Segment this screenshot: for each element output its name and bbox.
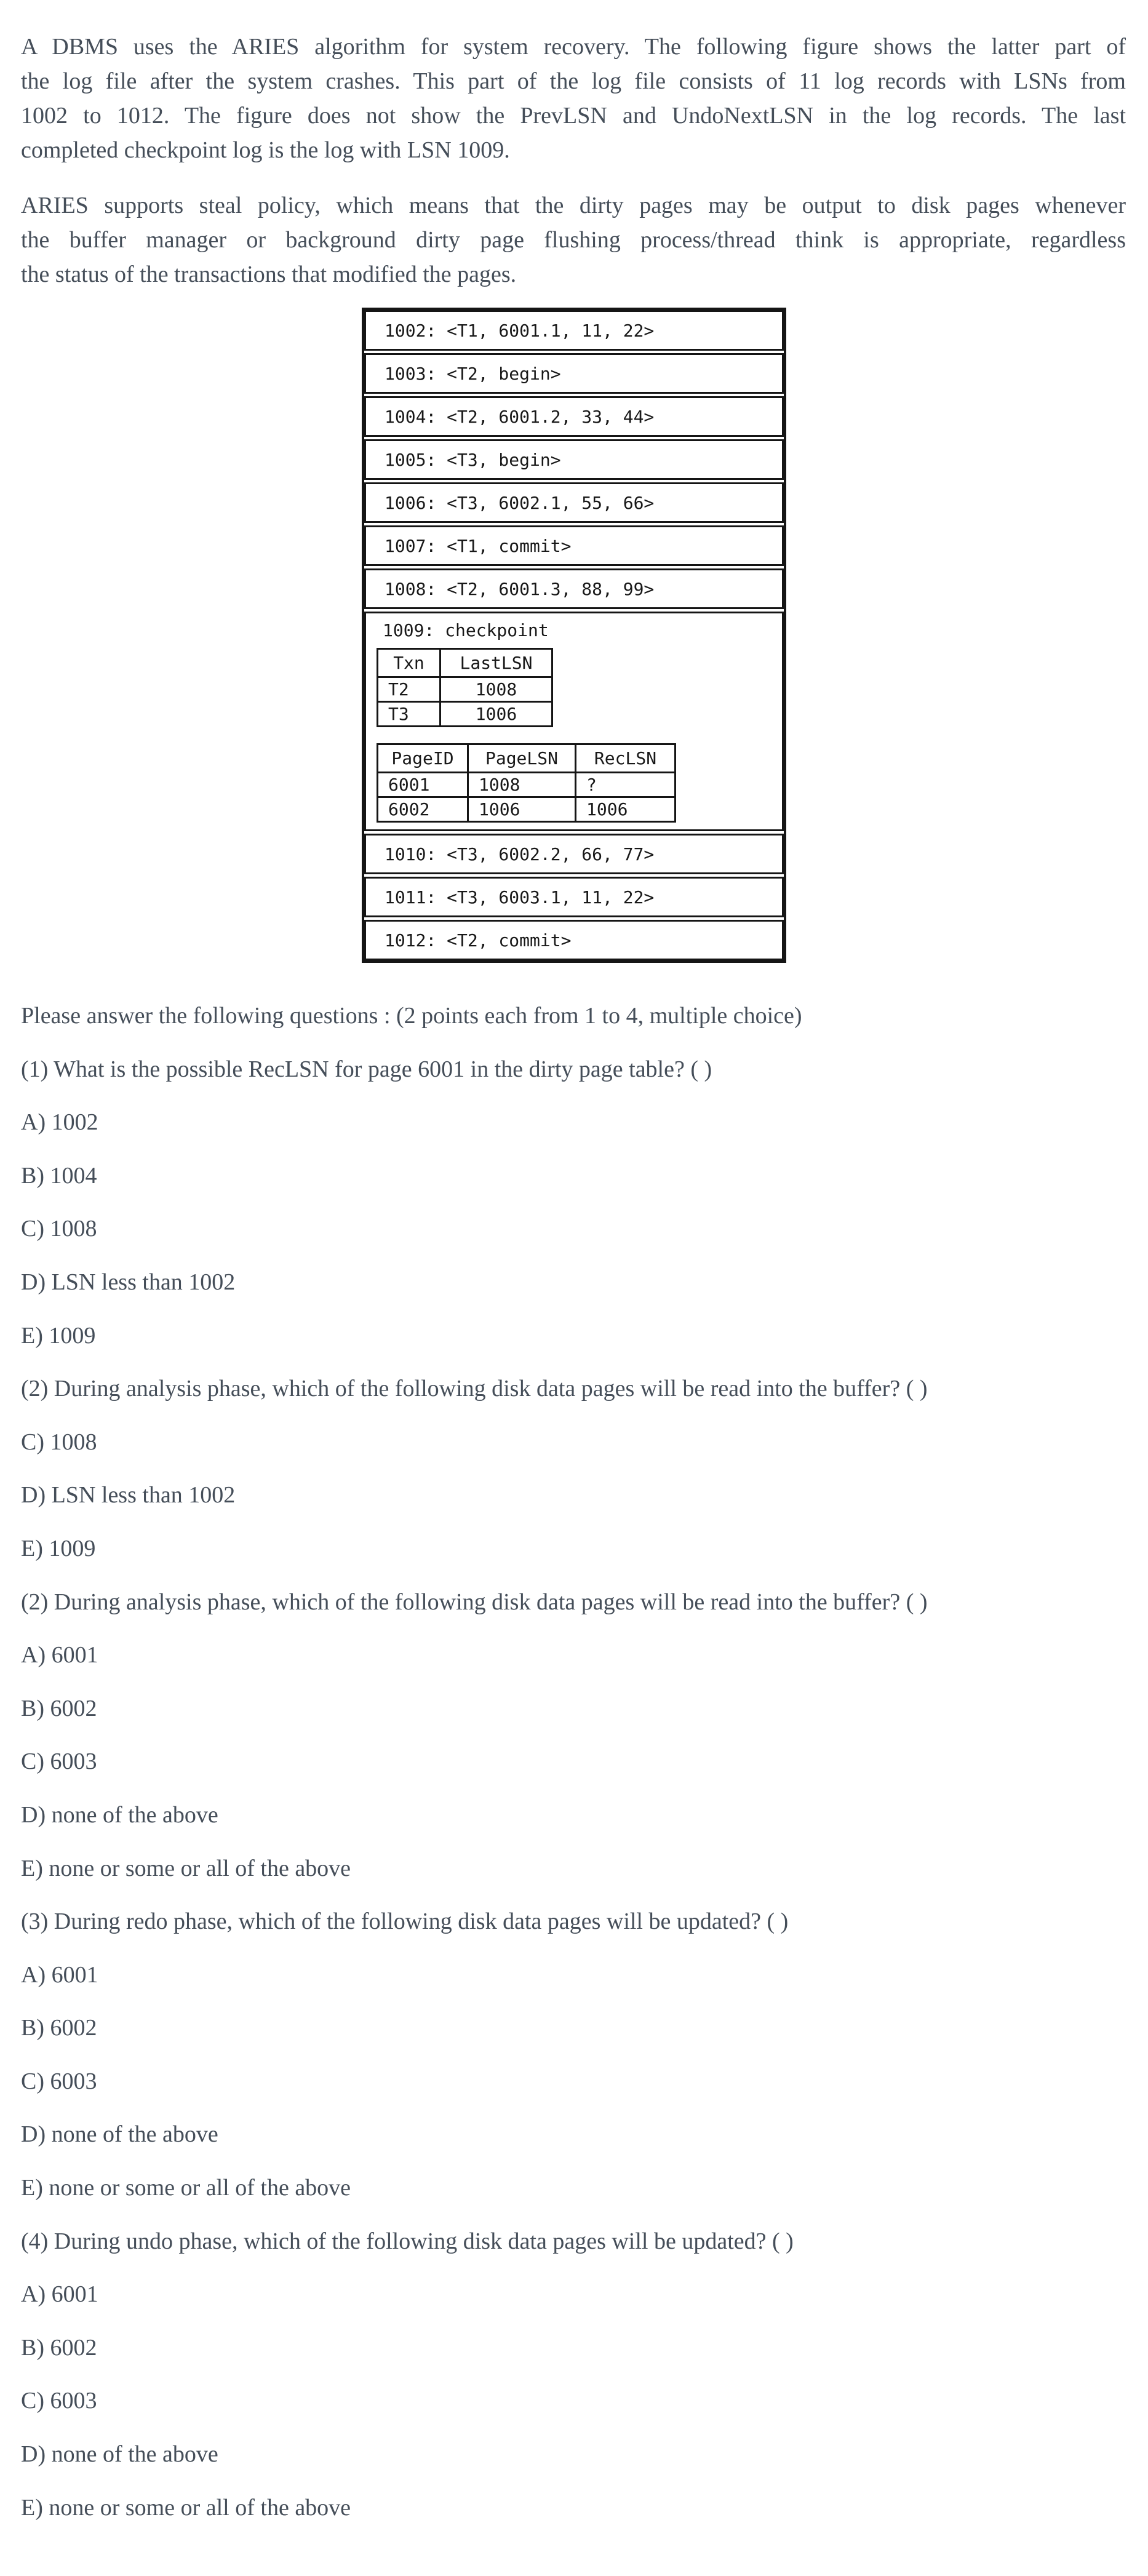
table-cell: ? [576, 773, 676, 797]
intro-paragraph-2 [21, 188, 1126, 292]
log-record: 1010: <T3, 6002.2, 66, 77> [364, 834, 784, 874]
table-row [378, 797, 676, 822]
table-row [378, 773, 676, 797]
option-line: C) 1008 [21, 1429, 97, 1455]
option-line: D) none of the above [21, 2121, 218, 2148]
intro-paragraph-1 [21, 0, 1126, 167]
option-line: C) 6003 [21, 1749, 97, 1775]
option-line: C) 6003 [21, 2068, 97, 2094]
table-header-cell: Txn [378, 649, 440, 677]
question-line: (3) During redo phase, which of the following disk data pages will be updated? ( ) [21, 1908, 789, 1935]
intro-line: Please answer the following questions : (2 points each from 1 to 4, multiple choice) [21, 1003, 802, 1029]
question-line: (4) During undo phase, which of the following disk data pages will be updated? ( ) [21, 2228, 794, 2254]
log-record: 1007: <T1, commit> [364, 525, 784, 566]
log-record: 1006: <T3, 6002.1, 55, 66> [364, 482, 784, 523]
question-line: (1) What is the possible RecLSN for page 6001 in the dirty page table? ( ) [21, 1056, 712, 1082]
option-line: A) 1002 [21, 1109, 98, 1136]
paragraph-line: the log file after the system crashes. This part of the log file consists of 11 log records with LSNs from [21, 68, 1126, 94]
paragraph-line: 1002 to 1012. The figure does not show the PrevLSN and UndoNextLSN in the log records. The last [21, 103, 1126, 129]
log-record: 1004: <T2, 6001.2, 33, 44> [364, 396, 784, 437]
option-line: E) none or some or all of the above [21, 1855, 351, 1881]
option-line: B) 6002 [21, 2015, 97, 2041]
paragraph-line: the status of the transactions that modified the pages. [21, 261, 517, 287]
option-line: A) 6001 [21, 1961, 98, 1988]
table-cell: 6001 [378, 773, 468, 797]
question-line: (2) During analysis phase, which of the following disk data pages will be read into the buffer? ( ) [21, 1589, 928, 1615]
table-cell: 1008 [468, 773, 576, 797]
log-file-figure [362, 308, 786, 963]
question-line: (2) During analysis phase, which of the following disk data pages will be read into the buffer? ( ) [21, 1376, 928, 1402]
table-cell: 1008 [440, 677, 552, 702]
table-header-cell: RecLSN [576, 744, 676, 773]
option-line: E) none or some or all of the above [21, 2494, 351, 2521]
table-cell: 6002 [378, 797, 468, 822]
option-line: E) 1009 [21, 1535, 96, 1561]
table-header-cell: PageLSN [468, 744, 576, 773]
option-line: C) 6003 [21, 2388, 97, 2414]
log-record: 1003: <T2, begin> [364, 353, 784, 394]
paragraph-line: completed checkpoint log is the log with LSN 1009. [21, 137, 510, 163]
table-row [378, 702, 552, 727]
transaction-table [377, 648, 553, 727]
option-line: E) 1009 [21, 1322, 96, 1349]
option-line: D) none of the above [21, 2441, 218, 2468]
option-line: B) 1004 [21, 1162, 97, 1189]
checkpoint-label: 1009: checkpoint [383, 620, 549, 640]
option-line: D) LSN less than 1002 [21, 1482, 236, 1509]
dirty-page-table [377, 743, 676, 823]
paragraph-line: the buffer manager or background dirty page flushing process/thread think is appropriate, regardless [21, 227, 1126, 253]
log-record: 1012: <T2, commit> [364, 920, 784, 960]
option-line: A) 6001 [21, 1642, 98, 1669]
option-line: B) 6002 [21, 1695, 97, 1721]
table-header-row [378, 744, 676, 773]
log-record: 1008: <T2, 6001.3, 88, 99> [364, 568, 784, 609]
log-record: 1011: <T3, 6003.1, 11, 22> [364, 877, 784, 917]
table-cell: 1006 [468, 797, 576, 822]
option-line: D) none of the above [21, 1801, 218, 1828]
option-line: A) 6001 [21, 2281, 98, 2308]
checkpoint-record [364, 612, 784, 831]
option-line: E) none or some or all of the above [21, 2175, 351, 2201]
option-line: B) 6002 [21, 2334, 97, 2361]
paragraph-line: A DBMS uses the ARIES algorithm for system recovery. The following figure shows the latter part of [21, 34, 1126, 60]
table-cell: 1006 [576, 797, 676, 822]
option-line: D) LSN less than 1002 [21, 1269, 236, 1295]
table-row [378, 677, 552, 702]
table-header-cell: LastLSN [440, 649, 552, 677]
option-line: C) 1008 [21, 1216, 97, 1242]
table-cell: 1006 [440, 702, 552, 727]
questions-section [0, 999, 1148, 2525]
log-record: 1002: <T1, 6001.1, 11, 22> [364, 310, 784, 351]
table-cell: T3 [378, 702, 440, 727]
table-header-cell: PageID [378, 744, 468, 773]
log-record: 1005: <T3, begin> [364, 439, 784, 480]
paragraph-line: ARIES supports steal policy, which means that the dirty pages may be output to disk pages whenever [21, 193, 1126, 218]
table-header-row [378, 649, 552, 677]
table-cell: T2 [378, 677, 440, 702]
